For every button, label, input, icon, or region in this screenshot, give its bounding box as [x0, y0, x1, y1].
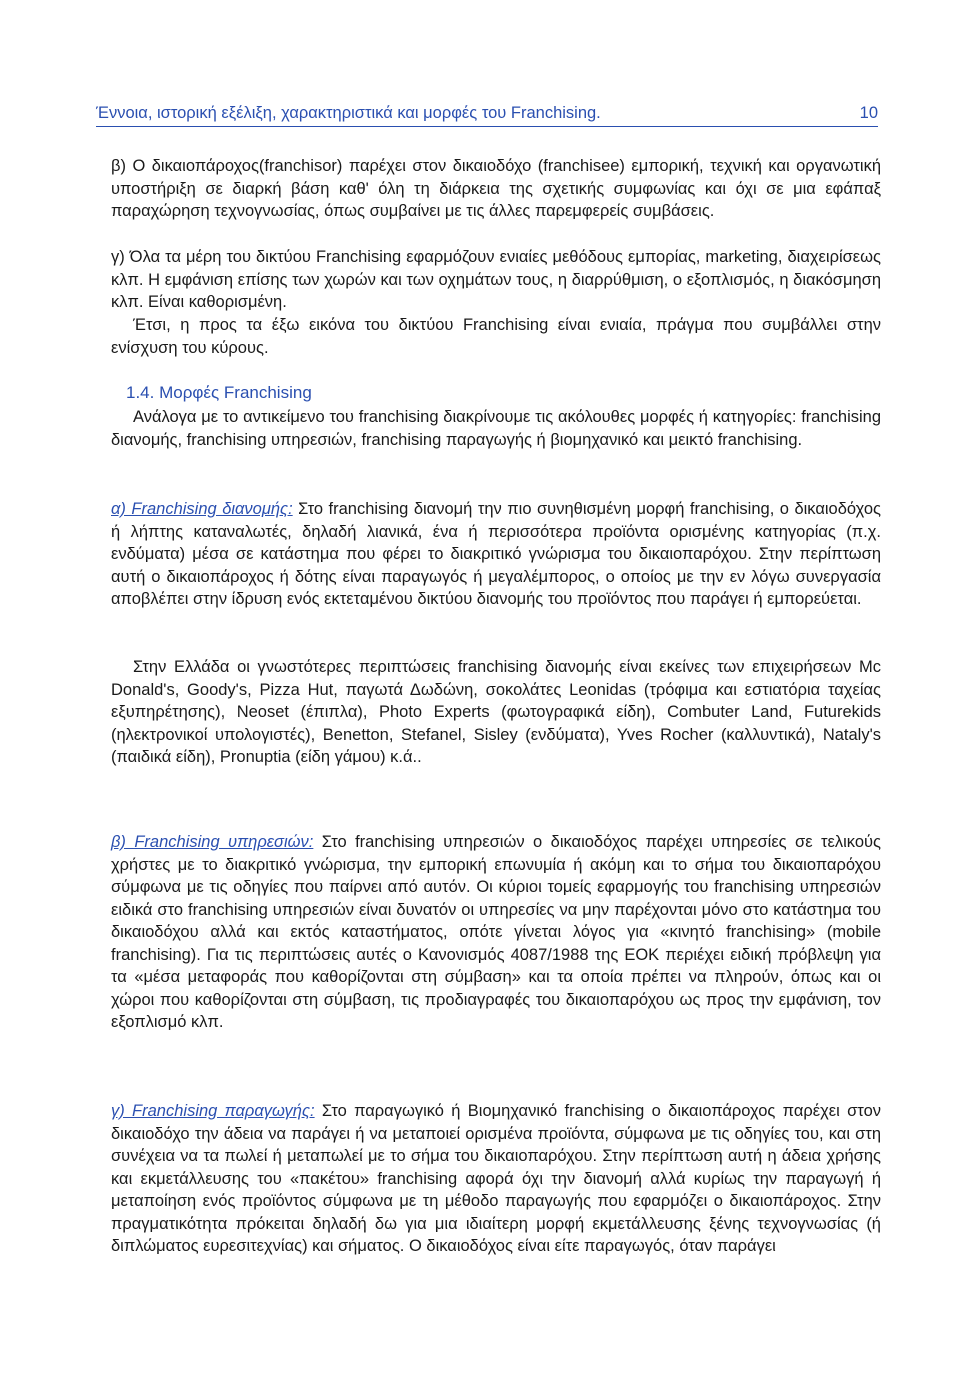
paragraph-etsi: Έτσι, η προς τα έξω εικόνα του δικτύου Franchising είναι ενιαία, πράγμα που συμβάλλει στην ενίσχυση του κύρους. [111, 316, 881, 357]
section-title: Μορφές Franchising [159, 383, 312, 402]
paragraph-b: β) Ο δικαιοπάροχος(franchisor) παρέχει στον δικαιοδόχο (franchisee) εμπορική, τεχνική και οργανωτική υποστήριξη σε διαρκή βάση καθ' όλη τη διάρκεια της σχετικής συμφωνίας και όχι σε μια εφάπαξ παραχώρηση τεχνογνωσίας, όπως συμβαίνει με τις άλλες παρεμφερείς συμβάσεις. [111, 157, 881, 220]
section-intro: Ανάλογα με το αντικείμενο του franchising διακρίνουμε τις ακόλουθες μορφές ή κατηγορίες: franchising διανομής, franchising υπηρεσιών, franchising παραγωγής ή βιομηχανικό και μεικτό franchising. [111, 408, 881, 449]
page-header [96, 104, 878, 127]
section-number: 1.4. [126, 383, 155, 402]
form-b-paragraph [111, 831, 881, 1034]
form-a-greece: Στην Ελλάδα οι γνωστότερες περιπτώσεις franchising διανομής είναι εκείνες των επιχειρήσεων Mc Donald's, Goody's, Pizza Hut, παγωτά Δωδώνη, σοκολάτες Leonidas (τρόφιμα και εστιατόρια ταχείας εξυπηρέτησης), Neoset (έπιπλα), Photo Experts (φωτογραφικά είδη), Combuter Land, Futurekids (ηλεκτρονικοί υπολογιστές), Benetton, Stefanel, Sisley (ενδύματα), Yves Rocher (καλλυντικά), Nataly's (παιδικά είδη), Pronuptia (είδη γάμου) κ.ά.. [111, 658, 881, 766]
header-title: Έννοια, ιστορική εξέλιξη, χαρακτηριστικά και μορφές του Franchising. [96, 104, 601, 122]
form-a-heading: α) Franchising διανομής: [111, 500, 293, 518]
form-c-paragraph [111, 1100, 881, 1258]
form-c-heading: γ) Franchising παραγωγής: [111, 1102, 315, 1120]
form-a-text: Στο franchising διανομή την πιο συνηθισμένη μορφή franchising, ο δικαιοδόχος ή λήπτης καταναλωτές, δηλαδή λιανικά, ένα ή περισσότερα προϊόντα ορισμένης κατηγορίας (π.χ. ενδύματα) μέσα σε κατάστημα που φέρει το διακριτικό γνώρισμα του δικαιοπαρόχου. Στην περίπτωση αυτή ο δικαιοπάροχος ή δότης είναι παραγωγός ή μεγαλέμπορος, ο οποίος με την εν λόγω συνεργασία αποβλέπει στην ίδρυση ενός εκτεταμένου δικτύου διανομής του προϊόντος που παράγει ή εμπορεύεται. [111, 500, 881, 608]
form-c-text: Στο παραγωγικό ή Βιομηχανικό franchising ο δικαιοπάροχος παρέχει στον δικαιοδόχο την άδεια να παράγει ή να μεταποιεί ορισμένα προϊόντα, σύμφωνα με τις οδηγίες του, και στη συνέχεια να τα πωλεί ή μεταπωλεί με το σήμα του δικαιοπαρόχου. Στην περίπτωση αυτή η άδεια χρήσης και εκμετάλλευσης του «πακέτου» franchising αφορά όχι την διανομή αλλά κυρίως την παραγωγή ή μεταποίηση ενός προϊόντος σύμφωνα με τη μέθοδο παραγωγής που εφαρμόζει ο δικαιοπάροχος. Στην πραγματικότητα πρόκειται δηλαδή δω για μια ιδιαίτερη μορφή εκμετάλλευσης ξένης τεχνογνωσίας (ή διπλώματος ευρεσιτεχνίας) και σήματος. Ο δικαιοδόχος είναι είτε παραγωγός, όταν παράγει [111, 1102, 881, 1255]
page-number: 10 [859, 104, 878, 122]
form-b-heading: β) Franchising υπηρεσιών: [111, 833, 314, 851]
form-a-paragraph [111, 498, 881, 611]
section-heading [126, 383, 312, 403]
form-b-text: Στο franchising υπηρεσιών ο δικαιοδόχος παρέχει υπηρεσίες σε τελικούς χρήστες με το διακριτικό γνώρισμα, την εμπορική επωνυμία ή ακόμη και το σήμα του δικαιοπαρόχου σύμφωνα με τις οδηγίες που παίρνει από αυτόν. Οι κύριοι τομείς εφαρμογής του franchising υπηρεσιών ειδικά στο franchising υπηρεσιών είναι δυνατόν οι υπηρεσίες να μην παρέχονται μόνο στο κατάστημα του δικαιοδόχου αλλά και εκτός καταστήματος, οπότε γίνεται λόγος για «κινητό franchising» (mobile franchising). Για τις περιπτώσεις αυτές ο Κανονισμός 4087/1988 της ΕΟΚ περιέχει ειδική πρόβλεψη για τα «μέσα μεταφοράς που καθορίζονται στη σύμβαση» και τα οποία πρέπει να πληρούν, όπως και οι χώροι που καθορίζονται στη σύμβαση, τις προδιαγραφές του δικαιοπαρόχου ως προς την εμφάνιση, τον εξοπλισμό κλπ. [111, 833, 882, 1031]
paragraph-g: γ) Όλα τα μέρη του δικτύου Franchising εφαρμόζουν ενιαίες μεθόδους εμπορίας, marketing, διαχειρίσεως κλπ. Η εμφάνιση επίσης των χωρών και των οχημάτων τους, η διαρρύθμιση, ο εξοπλισμός, η διακόσμηση κλπ. Είναι καθορισμένη. [111, 248, 881, 311]
